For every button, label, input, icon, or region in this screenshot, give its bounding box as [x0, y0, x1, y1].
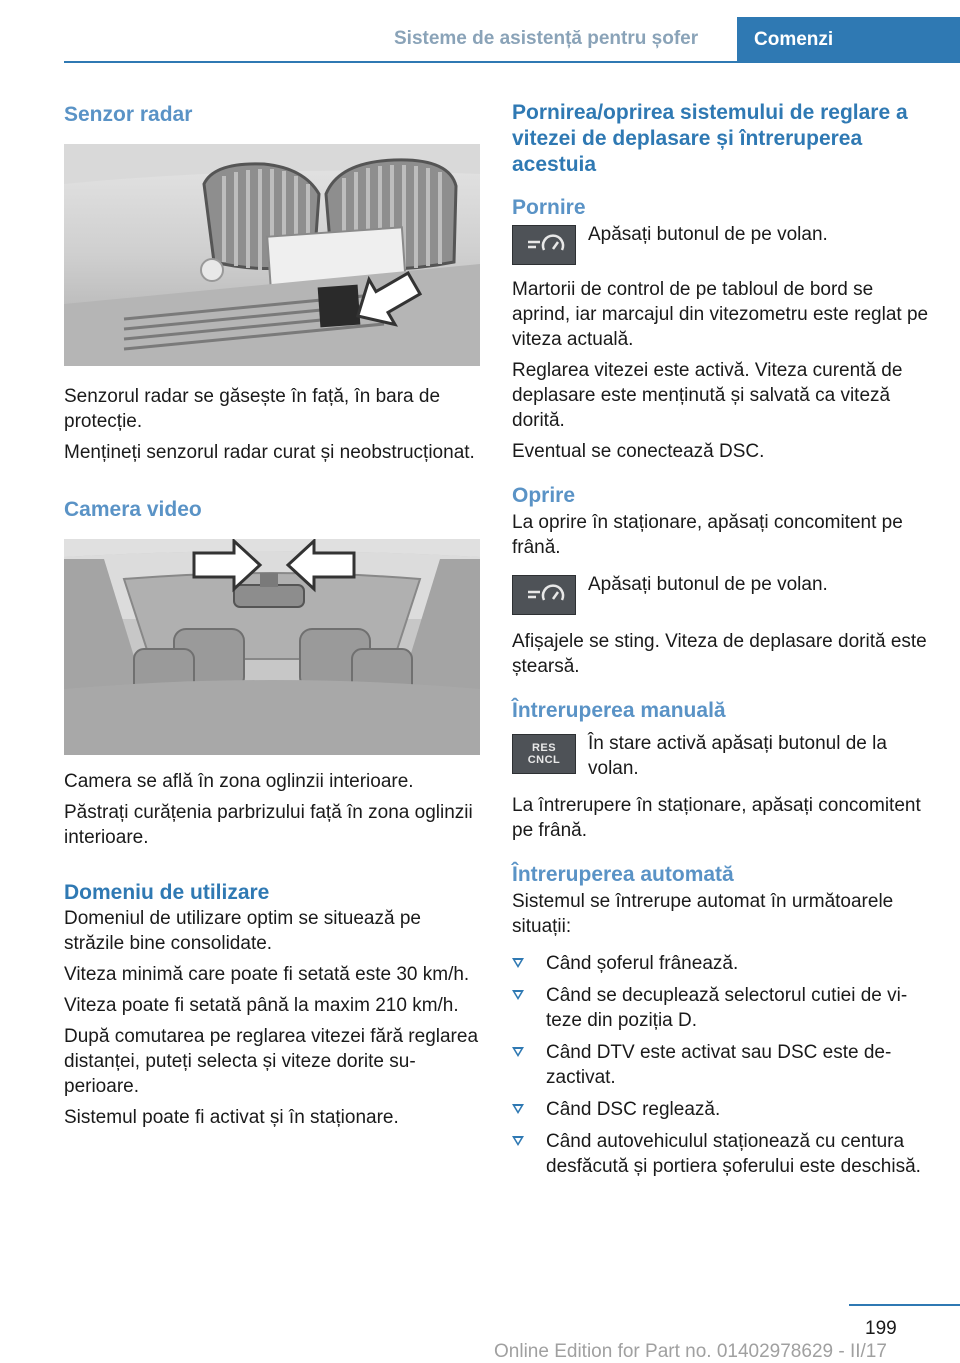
radar-illustration [64, 144, 480, 366]
start-button-row [512, 222, 930, 265]
camera-paragraph-2: Păstrați curățenia parbrizului față în zona oglinzii interioare. [64, 802, 473, 848]
radar-figure [64, 144, 480, 366]
stop-button-text: Apăsați butonul de pe volan. [588, 574, 828, 595]
right-column [512, 100, 930, 1186]
speedometer-icon [522, 582, 566, 608]
domain-paragraph-4: După comutarea pe reglarea vitezei fără reglarea distanței, puteți selecta și viteze dorite superioare. [64, 1026, 479, 1097]
stop-button-row [512, 572, 930, 615]
list-item [512, 983, 930, 1033]
list-item-text: Când se decuplează selectorul cutiei de viteze din poziția D. [546, 985, 908, 1031]
list-item [512, 1129, 930, 1179]
list-item-text: Când autovehiculul staționează cu centura desfăcută și portiera șoferului este deschisă. [546, 1131, 921, 1177]
list-item [512, 1040, 930, 1090]
auto-list [512, 951, 930, 1179]
main-heading: Pornirea/oprirea sistemului de reglare a vitezei de deplasare și întreruperea acestuia [512, 101, 908, 176]
domain-paragraph-5: Sistemul poate fi activat și în staționare. [64, 1107, 399, 1128]
cncl-label: CNCL [527, 754, 561, 766]
header-chapter-tab [737, 17, 960, 62]
page-number: 199 [865, 1318, 897, 1339]
list-item [512, 1097, 930, 1122]
triangle-bullet-icon [512, 1136, 524, 1146]
list-item-text: Când DTV este activat sau DSC este dezactivat. [546, 1042, 892, 1088]
radar-paragraph-1: Senzorul radar se găsește în față, în bara de protecție. [64, 386, 441, 432]
start-paragraph-2: Reglarea vitezei este activă. Viteza curentă de deplasare este menținută și salvată ca viteză dorită. [512, 360, 903, 431]
cruise-control-button-icon-2 [512, 575, 576, 615]
list-item [512, 951, 930, 976]
triangle-bullet-icon [512, 958, 524, 968]
camera-figure [64, 539, 480, 755]
speedometer-icon [522, 232, 566, 258]
radar-paragraph-2: Mențineți senzorul radar curat și neobstrucționat. [64, 442, 475, 463]
manual-heading: Întreruperea manuală [512, 699, 726, 722]
res-cncl-button-icon [512, 734, 576, 774]
res-label: RES [531, 742, 557, 754]
start-heading: Pornire [512, 196, 586, 219]
domain-paragraph-1: Domeniul de utilizare optim se situează pe străzile bine consolidate. [64, 908, 421, 954]
domain-paragraph-2: Viteza minimă care poate fi setată este 30 km/h. [64, 964, 470, 985]
auto-heading: Întreruperea automată [512, 863, 734, 886]
start-paragraph-3: Eventual se conectează DSC. [512, 441, 765, 462]
header-chapter-label: Comenzi [754, 28, 834, 50]
camera-paragraph-1: Camera se află în zona oglinzii interioare. [64, 771, 414, 792]
domain-heading: Domeniu de utilizare [64, 881, 270, 904]
manual-button-row [512, 731, 930, 781]
domain-paragraph-3: Viteza poate fi setată până la maxim 210 km/h. [64, 995, 459, 1016]
list-item-text: Când șoferul frânează. [546, 953, 739, 974]
camera-heading: Camera video [64, 498, 202, 521]
camera-illustration [64, 539, 480, 755]
header-rule [64, 61, 960, 63]
list-item-text: Când DSC reglează. [546, 1099, 721, 1120]
triangle-bullet-icon [512, 1047, 524, 1057]
footer-rule [849, 1304, 960, 1306]
cruise-control-button-icon [512, 225, 576, 265]
stop-paragraph-2: Afișajele se sting. Viteza de deplasare dorită este ștearsă. [512, 631, 927, 677]
manual-paragraph-1: La întrerupere în staționare, apăsați concomitent pe frână. [512, 795, 921, 841]
triangle-bullet-icon [512, 990, 524, 1000]
triangle-bullet-icon [512, 1104, 524, 1114]
header-section-title: Sisteme de asistență pentru șofer [394, 28, 699, 49]
start-button-text: Apăsați butonul de pe volan. [588, 224, 828, 245]
stop-heading: Oprire [512, 484, 576, 507]
manual-button-text: În stare activă apăsați butonul de la volan. [588, 733, 887, 779]
stop-paragraph-1: La oprire în staționare, apăsați concomitent pe frână. [512, 512, 903, 558]
auto-paragraph-1: Sistemul se întrerupe automat în următoarele situații: [512, 891, 894, 937]
start-paragraph-1: Martorii de control de pe tabloul de bord se aprind, iar marcajul din vitezometru este reglat pe viteza actuală. [512, 279, 929, 350]
footer-edition: Online Edition for Part no. 01402978629 - II/17 [494, 1341, 887, 1362]
radar-heading: Senzor radar [64, 103, 193, 126]
left-column [64, 100, 482, 1136]
